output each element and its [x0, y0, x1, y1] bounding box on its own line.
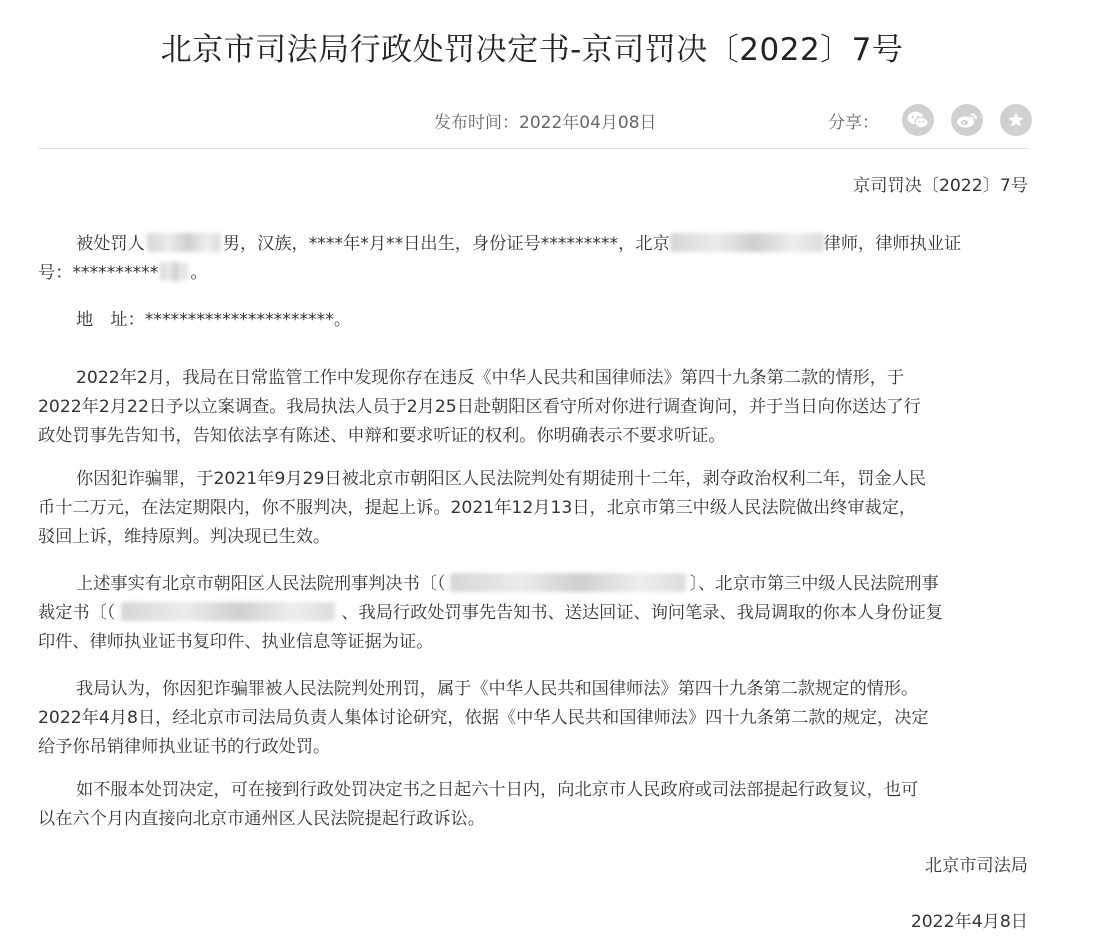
p1-line-3: 政处罚事先告知书，告知依法享有陈述、申辩和要求听证的权利。你明确表示不要求听证。 — [38, 426, 726, 446]
weibo-icon[interactable] — [951, 104, 983, 136]
p3-line-3: 印件、律师执业证书复印件、执业信息等证据为证。 — [38, 632, 434, 652]
redacted-law-firm — [670, 233, 824, 252]
favorite-icon[interactable] — [1000, 104, 1032, 136]
redacted-case-number-1 — [450, 573, 686, 592]
p3-text-1b: 〕、北京市第三中级人民法院刑事 — [689, 574, 939, 594]
redacted-name — [147, 233, 221, 252]
document-number: 京司罚决〔2022〕7号 — [853, 176, 1028, 196]
party-info-line-2 — [38, 259, 1028, 288]
license-end: 。 — [190, 263, 208, 283]
p3-line-2 — [38, 599, 1028, 628]
party-info-line-1 — [38, 230, 1028, 259]
p5-line-1: 如不服本处罚决定，可在接到行政处罚决定书之日起六十日内，向北京市人民政府或司法部提起行政复议，也可 — [76, 780, 919, 800]
p3-text-2a: 裁定书〔（ — [38, 603, 116, 623]
p2-line-2: 币十二万元，在法定期限内，你不服判决，提起上诉。2021年12月13日，北京市第三中级人民法院做出终审裁定， — [38, 498, 917, 518]
party-profession: 律师，律师执业证 — [823, 234, 962, 254]
p3-text-2b: 、我局行政处罚事先告知书、送达回证、询问笔录、我局调取的你本人身份证复 — [341, 603, 943, 623]
article-meta — [38, 104, 1028, 136]
party-label: 被处罚人 — [76, 234, 145, 254]
p3-text-1a: 上述事实有北京市朝阳区人民法院刑事判决书〔（ — [76, 574, 446, 594]
signature: 北京市司法局 — [924, 856, 1028, 876]
license-number: 号：********** — [38, 263, 159, 283]
p2-line-1: 你因犯诈骗罪，于2021年9月29日被北京市朝阳区人民法院判处有期徒刑十二年，剥夺政治权利二年，罚金人民 — [76, 469, 926, 489]
redacted-license-tail — [160, 262, 188, 281]
p1-line-2: 2022年2月22日予以立案调查。我局执法人员于2月25日赴朝阳区看守所对你进行调查询问，并于当日向你送达了行 — [38, 397, 921, 417]
sign-date: 2022年4月8日 — [910, 912, 1028, 932]
publish-info — [434, 108, 657, 133]
party-details: 男，汉族，****年*月**日出生，身份证号*********，北京 — [222, 234, 670, 254]
p1-line-1: 2022年2月，我局在日常监管工作中发现你存在违反《中华人民共和国律师法》第四十九条第二款的情形，于 — [76, 368, 905, 388]
p4-line-1: 我局认为，你因犯诈骗罪被人民法院判处刑罚，属于《中华人民共和国律师法》第四十九条第二款规定的情形。 — [76, 679, 919, 699]
p3-line-1 — [38, 570, 1028, 599]
p4-line-3: 给予你吊销律师执业证书的行政处罚。 — [38, 737, 331, 757]
share-label: 分享： — [828, 113, 879, 133]
header-divider — [38, 148, 1028, 149]
redacted-case-number-2 — [121, 602, 335, 621]
publish-date: 2022年04月08日 — [519, 113, 657, 133]
p2-line-3: 驳回上诉，维持原判。判决现已生效。 — [38, 527, 331, 547]
wechat-icon[interactable] — [902, 104, 934, 136]
p5-line-2: 以在六个月内直接向北京市通州区人民法院提起行政诉讼。 — [38, 809, 485, 829]
p4-line-2: 2022年4月8日，经北京市司法局负责人集体讨论研究，依据《中华人民共和国律师法》四十九条第二款的规定，决定 — [38, 708, 929, 728]
page-title: 北京市司法局行政处罚决定书-京司罚决〔2022〕7号 — [160, 32, 904, 68]
publish-label: 发布时间： — [434, 113, 519, 133]
address-line: 地 址：**********************。 — [76, 310, 352, 330]
share-icons — [902, 104, 1032, 136]
